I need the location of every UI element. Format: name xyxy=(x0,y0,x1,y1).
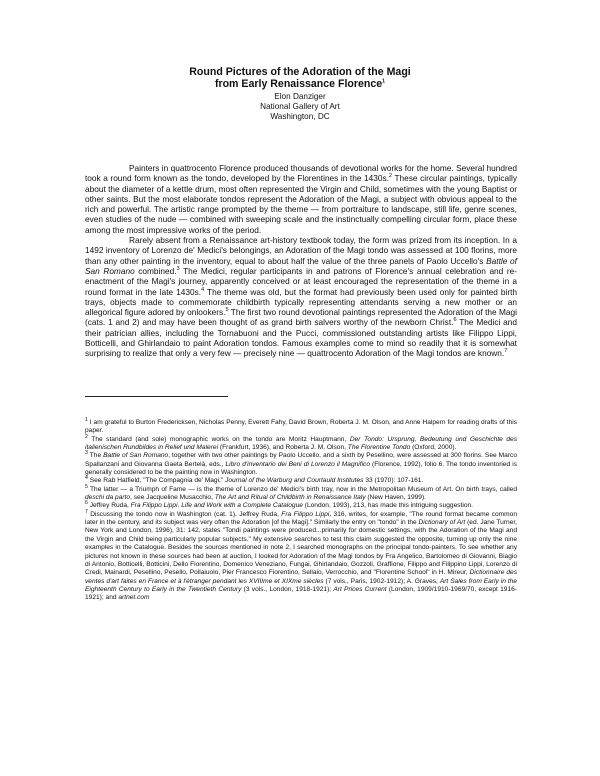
footnote-ref-5[interactable]: 5 xyxy=(225,307,229,314)
footnote-italic-run: deschi da parto xyxy=(85,494,131,502)
footnote-italic-run: Libro d'inventario dei Beni di Lorenzo il Magnifico xyxy=(225,460,371,468)
title-line-2-text: from Early Renaissance Florence xyxy=(214,78,383,90)
footnote-run: , 316, writes, for example, "The round format became common later in the century, and its subject was very often the Adoration [of the Magi]." Similarly the entry on "tondo" in the xyxy=(85,510,517,527)
footnote-divider xyxy=(85,396,228,397)
p2-run: The Medici and their patrician allies, including the Tornabuoni and the Pucci, commissioned outstanding artists like Filippo Lippi, Botticelli, and Ghirlandaio to paint Adoration tondos. Famous examples come to mind so readily that it is somewhat surprising to realize that only a very few — precisely nine — quattrocento Adoration of the Magi tondos are known. xyxy=(85,317,517,359)
author-name: Elon Danziger xyxy=(274,92,326,101)
title-footnote-ref[interactable]: 1 xyxy=(382,78,386,85)
footnote-3 xyxy=(85,452,517,477)
footnotes xyxy=(85,416,518,603)
footnote-italic-run: artnet.com xyxy=(118,594,150,602)
footnote-italic-run: Art Sales from Early in the Eighteenth Century to Early in the Twentieth Century xyxy=(85,577,517,593)
paper-title xyxy=(0,66,600,90)
title-line-1: Round Pictures of the Adoration of the Magi xyxy=(189,66,411,78)
footnote-run: (London, 1909/1910-1969/70, except 1916-1921); and xyxy=(85,585,517,602)
paragraph-2 xyxy=(85,235,517,359)
footnote-1 xyxy=(85,416,517,436)
p2-italic-run: Battle of San Romano xyxy=(85,255,517,276)
footnote-italic-run: Journal of the Warburg and Courtauld Institutes xyxy=(225,477,364,485)
footnote-italic-run: The Art and Ritual of Childbirth in Renaissance Italy xyxy=(214,494,366,502)
footnote-6 xyxy=(85,502,517,510)
footnote-run: I am grateful to Burton Fredericksen, Nicholas Penny, Everett Fahy, David Brown, Roberta J. M. Olson, and Anne Halpern for reading drafts of this paper. xyxy=(85,419,517,435)
footnote-italic-run: Dictionary of Art xyxy=(418,519,466,527)
p2-run: combined. xyxy=(134,265,177,276)
author-location: Washington, DC xyxy=(270,112,330,122)
footnote-italic-run: The Florentine Tondo xyxy=(347,444,411,452)
footnote-run: Jeffrey Ruda, xyxy=(87,502,131,510)
footnote-italic-run: Fra Filippo Lippi xyxy=(281,510,330,518)
footnote-run: , see Jacqueline Musacchio, xyxy=(130,494,215,502)
footnote-italic-run: Der Tondo: Ursprung, Bedeutung und Geschichte des italienischen Rundbildes in Relief und Malerei xyxy=(85,435,518,452)
paragraph-1 xyxy=(85,163,517,235)
footnote-run: 33 (1970): 107-161. xyxy=(363,477,424,485)
footnote-italic-run: Dictionnaire des ventes d'art faites en France et à l'étranger pendant les XVIIIme et XIXme siècles xyxy=(85,569,517,585)
p2-run: The first two round devotional paintings represented the Adoration of the Magi (cats. 1 and 2) and may have been thought of as grand birth salvers worthy of the newborn Christ. xyxy=(85,307,517,328)
footnote-italic-run: Art Prices Current xyxy=(333,585,387,593)
footnote-4 xyxy=(85,477,517,485)
footnote-run: (Frankfurt, 1936), and Roberta J. M. Olson, xyxy=(218,444,348,452)
footnote-ref-2[interactable]: 2 xyxy=(388,173,393,180)
author-affiliation: National Gallery of Art xyxy=(260,102,340,112)
footnote-number: 7 xyxy=(85,508,88,515)
footnote-5 xyxy=(85,483,517,503)
footnote-run: (ed. Jane Turner, New York and London, 1996), 31: 142, states "Tondi paintings were produced...primarily for domestic settings, with the Adoration of the Magi and the Virgin and Child being particularly popular subjects." My extensive searches to test this claim suggested the opposite, turning up only the nine examples in the Catalogue. Besides the sources mentioned in note 2, I searched monographs on the principal tondo-painters. To see whether any pictures not known in these sources had been at auction, I looked for Adoration of the Magi tondos by Fra Angelico, Bartolomeo di Giovanni, Biagio di Antonio, Botticelli, Botticini, Dello Fiorentino, Domenico Veneziano, Fungai, Ghirlandaio, Gozzoli, Graffione, Filippo and Filippino Lippi, Lorenzo di Credi, Mainardi, Pesellino, Pesello, Pollaiuolo, Pier Francesco Fiorentino, Sellaio, Verrocchio, and "Florentine School" in H. Mireur, xyxy=(85,519,517,577)
footnote-run: (Florence, 1992), folio 6. The tondo inventoried is generally considered to be the painting now in Washington. xyxy=(85,460,518,477)
footnote-ref-3[interactable]: 3 xyxy=(176,266,180,273)
footnote-run: (3 vols., London, 1918-1921); xyxy=(241,585,334,593)
footnote-number: 4 xyxy=(85,475,88,482)
footnote-number: 1 xyxy=(85,416,88,423)
footnote-run: See Rab Hatfield, "The Compagnia de' Magi," xyxy=(87,477,226,485)
p2-run: The Medici, regular participants in and patrons of Florence's annual celebration and re-enactment of the Magi's journey, apparently conceived or at least encouraged the representation of the theme in a round format in the late 1430s. xyxy=(85,265,517,297)
footnote-run: (New Haven, 1999). xyxy=(365,494,427,502)
footnote-run: The xyxy=(87,452,104,460)
footnote-number: 5 xyxy=(85,483,88,490)
p1-run: These circular paintings, typically about the diameter of a kettle drum, most often represented the Virgin and Child, sometimes with the young Baptist or other saints. But the most elaborate tondos represent the Adoration of the Magi, a subject with obvious appeal to the rich and powerful. The artistic range prompted by the theme — from portraiture to landscape, still life, genre scenes, even studies of the nude — combined with sweeping scale and the instinctually compelling circular form, place these among the most impressive works of the period. xyxy=(85,173,517,235)
footnote-italic-run: Battle of San Romano xyxy=(103,452,169,460)
footnote-ref-4[interactable]: 4 xyxy=(201,286,205,293)
footnote-number: 6 xyxy=(85,500,88,507)
footnote-ref-7[interactable]: 7 xyxy=(504,348,508,355)
footnote-run: , together with two other paintings by Paolo Uccello, and a sixth by Pesellino, were assessed at 300 florins. See Marco Spallanzani and Giovanna Gaeta Bertelà, eds., xyxy=(85,452,517,468)
footnote-run: Discussing the tondo now in Washington (cat. 1), Jeffrey Ruda, xyxy=(87,510,282,518)
footnote-number: 3 xyxy=(85,450,88,457)
footnote-run: The standard (and sole) monographic works on the tondo are Moritz Hauptmann, xyxy=(87,435,350,443)
footnote-ref-6[interactable]: 6 xyxy=(453,317,457,324)
footnote-run: (London, 1993), 213, has made this intriguing suggestion. xyxy=(302,502,474,510)
footnote-7 xyxy=(85,508,517,603)
title-line-2 xyxy=(0,78,600,90)
footnote-italic-run: Fra Filippo Lippi. Life and Work with a Complete Catalogue xyxy=(130,502,303,510)
footnote-run: The latter — a Triumph of Fame — is the theme of Lorenzo de' Medici's birth tray, now in the Metropolitan Museum of Art. On birth trays, called xyxy=(87,485,517,493)
p1-run: Painters in quattrocento Florence produced thousands of devotional works for the home. Several hundred took a round form known as the tondo, developed by the Florentines in the 1430s. xyxy=(85,163,517,184)
p2-run: Rarely absent from a Renaissance art-history textbook today, the form was prized from its inception. In a 1492 inventory of Lorenzo de' Medici's belongings, an Adoration of the Magi tondo was assessed at 100 florins, more than any other painting in the inventory, equal to about half the value of the three panels of Paolo Uccello's xyxy=(85,235,517,266)
p2-run: The theme was old, but the format had previously been used only for painted birth trays, objects made to commemorate childbirth typically representing attendants serving a new mother or an allegorical figure adored by onlookers. xyxy=(85,286,518,318)
footnote-2 xyxy=(85,433,518,453)
footnote-run: (Oxford, 2000). xyxy=(410,444,457,452)
footnote-number: 2 xyxy=(85,433,88,440)
body-text xyxy=(85,163,517,359)
author-block xyxy=(0,92,600,123)
footnote-run: (7 vols., Paris, 1902-1912); A. Graves, xyxy=(323,577,440,585)
